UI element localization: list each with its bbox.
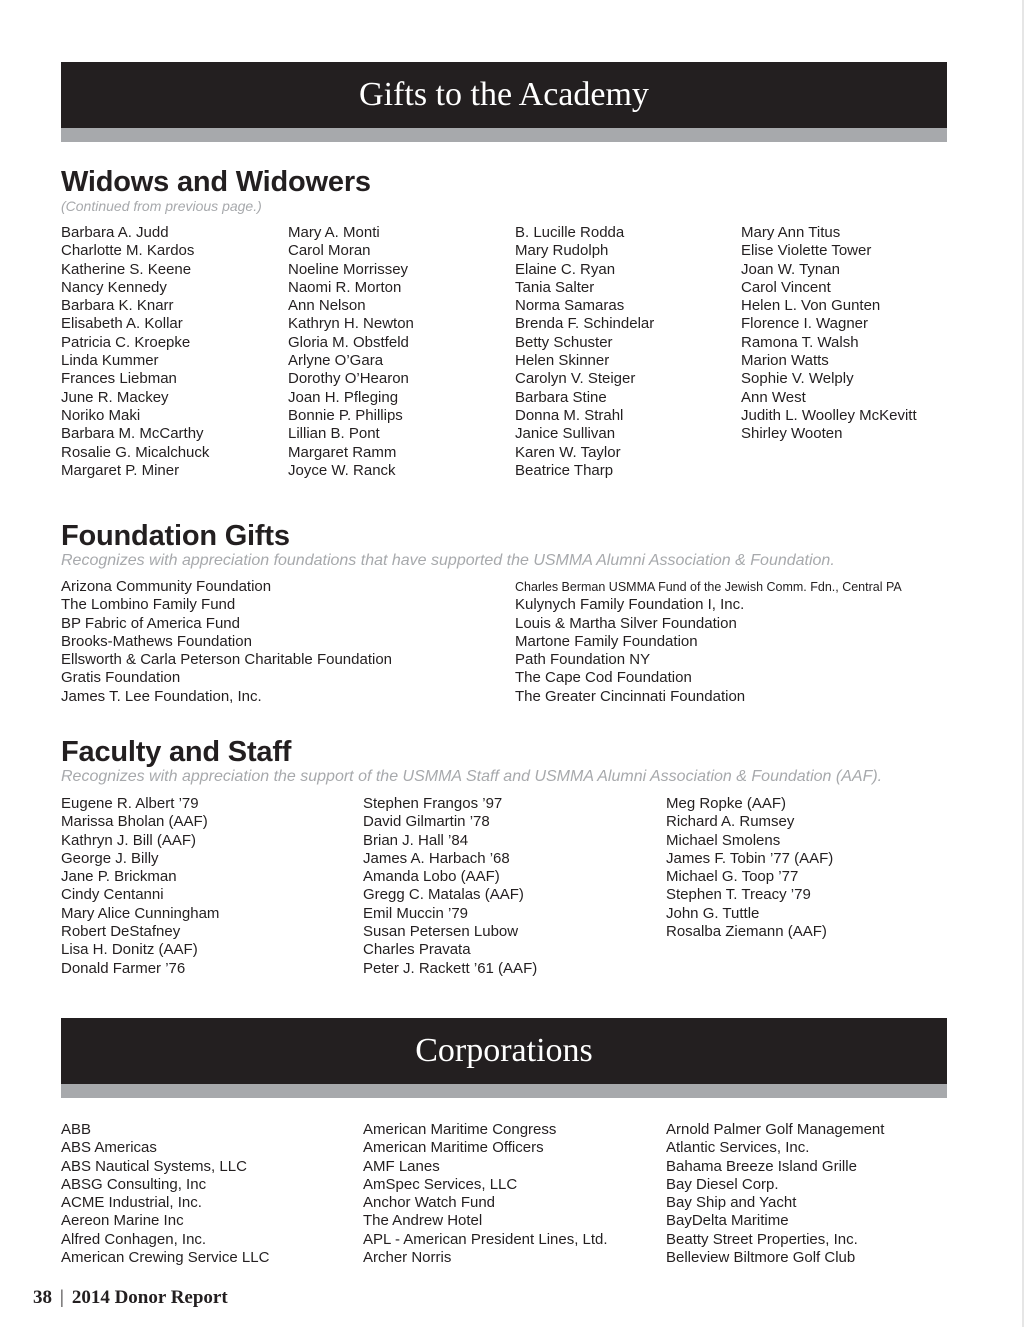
list-item: The Andrew Hotel — [363, 1212, 483, 1230]
list-item: Robert DeStafney — [61, 923, 181, 941]
list-item: Richard A. Rumsey — [666, 813, 795, 831]
list-item: Belleview Biltmore Golf Club — [666, 1249, 856, 1267]
list-item: Marion Watts — [741, 352, 829, 370]
list-item: Margaret Ramm — [288, 443, 397, 461]
section-subtitle-foundation: Recognizes with appreciation foundations that have supported the USMMA Alumni Association & Foundation. — [61, 552, 835, 569]
list-item: Elisabeth A. Kollar — [61, 315, 183, 333]
list-item: James T. Lee Foundation, Inc. — [61, 687, 262, 705]
list-item: APL - American President Lines, Ltd. — [363, 1230, 608, 1248]
list-item: Joan H. Pfleging — [288, 388, 399, 406]
list-item: Gratis Foundation — [61, 669, 181, 687]
list-item: Arizona Community Foundation — [61, 578, 272, 595]
list-item: Barbara Stine — [515, 388, 607, 406]
list-item: Joyce W. Ranck — [288, 461, 396, 479]
list-item: James A. Harbach ’68 — [363, 849, 510, 867]
banner-underline — [61, 1084, 947, 1098]
banner-title: Corporations — [415, 1032, 593, 1069]
list-item: Mary Alice Cunningham — [61, 904, 220, 922]
list-item: Arlyne O’Gara — [288, 352, 384, 370]
list-item: Linda Kummer — [61, 352, 159, 370]
list-item: BP Fabric of America Fund — [61, 614, 240, 632]
list-item: Brian J. Hall ’84 — [363, 831, 469, 849]
list-item: Kathryn J. Bill (AAF) — [61, 831, 197, 849]
list-item: Brenda F. Schindelar — [515, 315, 655, 333]
list-item: Naomi R. Morton — [288, 278, 402, 296]
list-item: Rosalie G. Micalchuck — [61, 443, 210, 461]
list-item: Carolyn V. Steiger — [515, 370, 636, 388]
list-item: Archer Norris — [363, 1249, 452, 1267]
list-item: Arnold Palmer Golf Management — [666, 1121, 885, 1138]
list-item: Barbara A. Judd — [61, 224, 169, 241]
list-item: ABB — [61, 1121, 92, 1138]
list-item: John G. Tuttle — [666, 904, 760, 922]
list-item: David Gilmartin ’78 — [363, 813, 490, 831]
name-column — [363, 1121, 608, 1267]
list-item: June R. Mackey — [61, 388, 169, 406]
list-item: Path Foundation NY — [515, 651, 651, 669]
list-item: Eugene R. Albert ’79 — [61, 795, 199, 812]
section-heading-faculty: Faculty and Staff — [61, 736, 292, 768]
list-item: Beatty Street Properties, Inc. — [666, 1230, 858, 1248]
list-item: Aereon Marine Inc — [61, 1212, 184, 1230]
list-item: Kulynych Family Foundation I, Inc. — [515, 596, 745, 614]
list-item: Rosalba Ziemann (AAF) — [666, 923, 827, 941]
list-item: Karen W. Taylor — [515, 443, 621, 461]
name-column — [61, 224, 209, 480]
list-item: Beatrice Tharp — [515, 461, 614, 479]
name-column — [666, 1121, 884, 1267]
list-item: Bonnie P. Phillips — [288, 406, 403, 424]
list-item: ABSG Consulting, Inc — [61, 1175, 207, 1193]
list-item: American Crewing Service LLC — [61, 1249, 270, 1267]
report-title: 2014 Donor Report — [71, 1287, 228, 1308]
list-item: Mary Rudolph — [515, 242, 609, 260]
list-item: ACME Industrial, Inc. — [61, 1194, 202, 1212]
list-item: Janice Sullivan — [515, 425, 616, 443]
list-item: Meg Ropke (AAF) — [666, 795, 787, 812]
list-item: ABS Nautical Systems, LLC — [61, 1157, 247, 1175]
list-item: Charles Berman USMMA Fund of the Jewish Comm. Fdn., Central PA — [515, 580, 902, 594]
list-item: The Cape Cod Foundation — [515, 669, 692, 687]
list-item: Brooks-Mathews Foundation — [61, 632, 252, 650]
list-item: Charles Pravata — [363, 941, 471, 959]
list-item: Ellsworth & Carla Peterson Charitable Foundation — [61, 651, 393, 669]
name-column — [61, 795, 219, 978]
list-item: Alfred Conhagen, Inc. — [61, 1230, 207, 1248]
page-number: 38 — [33, 1287, 52, 1308]
list-item: Stephen Frangos ’97 — [363, 795, 503, 812]
list-item: Helen L. Von Gunten — [741, 297, 881, 315]
name-column — [61, 578, 392, 706]
list-item: Elaine C. Ryan — [515, 260, 616, 278]
list-item: Mary A. Monti — [288, 224, 380, 241]
list-item: Tania Salter — [515, 278, 595, 296]
name-column — [666, 795, 833, 941]
list-item: Bahama Breeze Island Grille — [666, 1157, 857, 1175]
list-item: Martone Family Foundation — [515, 632, 698, 650]
section-banner-gifts — [61, 62, 947, 128]
list-item: Kathryn H. Newton — [288, 315, 414, 333]
list-item: Gloria M. Obstfeld — [288, 333, 409, 351]
list-item: Michael G. Toop ’77 — [666, 868, 799, 886]
section-subtitle-widows: (Continued from previous page.) — [61, 198, 262, 214]
name-column — [515, 224, 654, 480]
list-item: Stephen T. Treacy ’79 — [666, 886, 811, 904]
list-item: The Lombino Family Fund — [61, 596, 236, 614]
list-item: Bay Ship and Yacht — [666, 1194, 797, 1212]
name-column — [61, 1121, 269, 1267]
list-item: American Maritime Congress — [363, 1121, 557, 1138]
list-item: Katherine S. Keene — [61, 260, 192, 278]
list-item: Joan W. Tynan — [741, 260, 840, 278]
list-item: Judith L. Woolley McKevitt — [741, 406, 917, 424]
section-heading-widows: Widows and Widowers — [61, 166, 371, 198]
section-banner-corporations — [61, 1018, 947, 1084]
list-item: American Maritime Officers — [363, 1139, 544, 1157]
list-item: Donald Farmer ’76 — [61, 959, 186, 977]
list-item: Dorothy O’Hearon — [288, 370, 409, 388]
list-item: Marissa Bholan (AAF) — [61, 813, 208, 831]
list-item: Lillian B. Pont — [288, 425, 380, 443]
banner-underline — [61, 128, 947, 142]
list-item: BayDelta Maritime — [666, 1212, 789, 1230]
list-item: George J. Billy — [61, 849, 159, 867]
list-item: James F. Tobin ’77 (AAF) — [666, 849, 834, 867]
list-item: Ramona T. Walsh — [741, 333, 859, 351]
list-item: Atlantic Services, Inc. — [666, 1139, 810, 1157]
list-item: Carol Vincent — [741, 278, 831, 296]
footer-separator: | — [60, 1287, 64, 1308]
list-item: ABS Americas — [61, 1139, 157, 1157]
list-item: Florence I. Wagner — [741, 315, 868, 333]
list-item: Donna M. Strahl — [515, 406, 624, 424]
list-item: Bay Diesel Corp. — [666, 1175, 779, 1193]
list-item: The Greater Cincinnati Foundation — [515, 687, 746, 705]
name-column — [363, 795, 537, 978]
list-item: Jane P. Brickman — [61, 868, 177, 886]
list-item: Mary Ann Titus — [741, 224, 841, 241]
list-item: Noeline Morrissey — [288, 260, 409, 278]
list-item: Norma Samaras — [515, 297, 625, 315]
list-item: Frances Liebman — [61, 370, 177, 388]
name-column — [515, 578, 902, 706]
list-item: Carol Moran — [288, 242, 371, 260]
section-subtitle-faculty: Recognizes with appreciation the support of the USMMA Staff and USMMA Alumni Association & Foundation (AAF). — [61, 768, 883, 785]
list-item: Elise Violette Tower — [741, 242, 872, 260]
list-item: Michael Smolens — [666, 831, 781, 849]
list-item: Emil Muccin ’79 — [363, 904, 469, 922]
list-item: Susan Petersen Lubow — [363, 923, 519, 941]
name-column — [741, 224, 917, 444]
list-item: Anchor Watch Fund — [363, 1194, 496, 1212]
list-item: Gregg C. Matalas (AAF) — [363, 886, 524, 904]
list-item: Amanda Lobo (AAF) — [363, 868, 500, 886]
name-column — [288, 224, 414, 480]
list-item: Ann West — [741, 388, 806, 406]
list-item: Barbara K. Knarr — [61, 297, 174, 315]
list-item: Barbara M. McCarthy — [61, 425, 204, 443]
list-item: B. Lucille Rodda — [515, 224, 625, 241]
list-item: Noriko Maki — [61, 406, 141, 424]
list-item: Betty Schuster — [515, 333, 613, 351]
list-item: Margaret P. Miner — [61, 461, 180, 479]
list-item: Lisa H. Donitz (AAF) — [61, 941, 198, 959]
list-item: Patricia C. Kroepke — [61, 333, 191, 351]
list-item: Sophie V. Welply — [741, 370, 854, 388]
list-item: Cindy Centanni — [61, 886, 164, 904]
banner-title: Gifts to the Academy — [359, 76, 649, 113]
list-item: AMF Lanes — [363, 1157, 440, 1175]
list-item: Ann Nelson — [288, 297, 366, 315]
list-item: Helen Skinner — [515, 352, 610, 370]
page-footer — [33, 1287, 228, 1309]
list-item: AmSpec Services, LLC — [363, 1175, 518, 1193]
list-item: Louis & Martha Silver Foundation — [515, 614, 737, 632]
section-heading-foundation: Foundation Gifts — [61, 520, 290, 552]
list-item: Peter J. Rackett ’61 (AAF) — [363, 959, 538, 977]
list-item: Charlotte M. Kardos — [61, 242, 195, 260]
list-item: Shirley Wooten — [741, 425, 843, 443]
list-item: Nancy Kennedy — [61, 278, 167, 296]
